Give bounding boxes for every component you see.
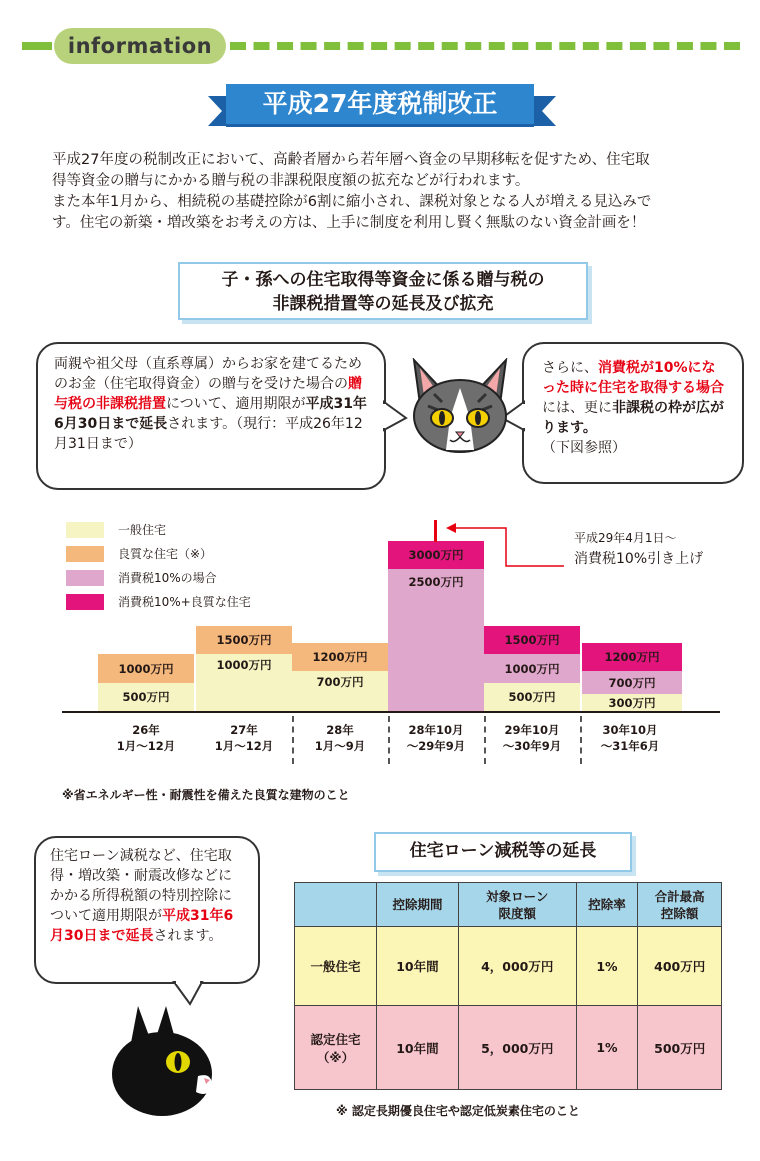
x-tick-line1: 27年 — [230, 723, 258, 737]
table-cell: 400万円 — [638, 927, 722, 1006]
bubble-text: 住宅ローン減税など、住宅取得・増改築・耐震改修などにかかる所得税額の特別控除について適用期限が — [50, 848, 232, 924]
table-header-cell — [295, 883, 377, 927]
table-header-cell: 控除期間 — [377, 883, 459, 927]
bubble-highlight: 平成31年6月30日まで延長 — [50, 908, 234, 944]
legend-label: 消費税10%+良質な住宅 — [118, 595, 251, 609]
legend-swatch-tax10 — [66, 570, 104, 586]
x-tick-line1: 28年10月 — [408, 723, 464, 737]
table-header-cell: 対象ローン 限度額 — [458, 883, 576, 927]
bar-value-label: 700万円 — [608, 675, 656, 690]
bar-tax10 — [388, 569, 484, 711]
bar-value-label: 1500万円 — [504, 633, 560, 648]
x-tick-line1: 28年 — [326, 723, 354, 737]
bar-value-label: 500万円 — [508, 689, 556, 704]
table-row-header: 認定住宅 （※） — [295, 1006, 377, 1090]
bubble-text: さらに、 — [542, 360, 598, 376]
x-tick-label — [292, 722, 388, 754]
bar-value-label: 500万円 — [122, 689, 170, 704]
bubble-text: されます。（現行：平成26年12月31日まで） — [54, 416, 363, 452]
bar-value-label: 1000万円 — [216, 658, 272, 673]
intro-line: 平成27年度の税制改正において、高齢者層から若年層へ資金の早期移転を促すため、住宅取 — [52, 152, 650, 168]
bubble-highlight: 贈与税の非課税措置 — [54, 376, 362, 412]
x-tick-line1: 26年 — [132, 723, 160, 737]
callout-arrow — [440, 520, 570, 580]
bar-value-label: 1000万円 — [504, 661, 560, 676]
bubble-text: には、更に — [542, 400, 612, 416]
information-badge: information — [54, 28, 226, 64]
loan-tax-table — [294, 882, 722, 1090]
bar-value-label: 2500万円 — [408, 575, 464, 590]
x-tick-label — [582, 722, 678, 754]
table-cell: 10年間 — [377, 1006, 459, 1090]
table-cell: 500万円 — [638, 1006, 722, 1090]
speech-bubble-bottom — [34, 836, 260, 984]
speech-bubble-right — [522, 342, 744, 484]
x-tick-label — [484, 722, 580, 754]
header-dash-left — [22, 42, 52, 50]
x-tick-label — [98, 722, 194, 754]
x-tick-line1: 29年10月 — [504, 723, 560, 737]
chart-baseline — [62, 711, 720, 713]
table-cell: 1% — [576, 1006, 638, 1090]
table-cell: 10年間 — [377, 927, 459, 1006]
x-tick-line2: ～30年9月 — [502, 739, 562, 753]
bubble-bold: 平成31年6月30日まで延長 — [54, 396, 367, 432]
table-cell: 4，000万円 — [458, 927, 576, 1006]
bar-value-label: 700万円 — [316, 675, 364, 690]
legend-label: 消費税10%の場合 — [118, 571, 217, 585]
intro-text — [52, 150, 722, 234]
bubble-text: されます。 — [153, 928, 223, 944]
section1-title-line1: 子・孫への住宅取得等資金に係る贈与税の — [221, 270, 545, 290]
intro-line: 得等資金の贈与にかかる贈与税の非課税限度額の拡充などが行われます。 — [52, 173, 530, 189]
table-header-cell: 合計最高 控除額 — [638, 883, 722, 927]
x-tick-label — [196, 722, 292, 754]
bubble-highlight: 消費税が10%になった時に住宅を取得する場合 — [542, 360, 724, 396]
bubble-text: について、適用期限が — [166, 396, 306, 412]
callout-text: 消費税10%引き上げ — [574, 551, 704, 567]
table-cell: 1% — [576, 927, 638, 1006]
tabby-cat-illustration — [406, 358, 514, 458]
legend-swatch-general — [66, 522, 104, 538]
header-dash-right — [230, 42, 740, 50]
bubble-left-tail — [382, 400, 408, 434]
intro-line: す。住宅の新築・増改築をお考えの方は、上手に制度を利用し賢く無駄のない資金計画を！ — [52, 215, 646, 231]
speech-bubble-left — [36, 342, 386, 490]
legend-swatch-tax10-quality — [66, 594, 104, 610]
page-title: 平成27年度税制改正 — [226, 84, 534, 124]
bubble-text: （下図参照） — [542, 440, 626, 456]
table-row — [295, 927, 722, 1006]
table-row — [295, 1006, 722, 1090]
x-tick-line2: ～29年9月 — [406, 739, 466, 753]
bar-value-label: 300万円 — [608, 695, 656, 710]
section1-title — [178, 262, 588, 320]
legend-swatch-quality — [66, 546, 104, 562]
table-row-header: 一般住宅 — [295, 927, 377, 1006]
x-tick-line2: 1月～12月 — [116, 739, 176, 753]
table-footnote: ※ 認定長期優良住宅や認定低炭素住宅のこと — [336, 1104, 580, 1118]
x-tick-line2: 1月～9月 — [314, 739, 366, 753]
legend-label: 一般住宅 — [118, 523, 167, 537]
section1-title-line2: 非課税措置等の延長及び拡充 — [272, 294, 494, 314]
table-header-row — [295, 883, 722, 927]
bar-value-label: 1500万円 — [216, 633, 272, 648]
section2-title: 住宅ローン減税等の延長 — [374, 832, 632, 872]
legend-label: 良質な住宅（※） — [118, 547, 213, 561]
intro-line: また本年1月から、相続税の基礎控除が6割に縮小され、課税対象となる人が増える見込みで — [52, 194, 652, 210]
bubble-bold: 非課税の枠が広がります。 — [542, 400, 724, 436]
table-header-cell: 控除率 — [576, 883, 638, 927]
chart-footnote: ※省エネルギー性・耐震性を備えた良質な建物のこと — [62, 788, 350, 802]
x-tick-line2: 1月～12月 — [214, 739, 274, 753]
bar-value-label: 3000万円 — [408, 548, 464, 563]
x-tick-label — [388, 722, 484, 754]
bubble-text: 両親や祖父母（直系尊属）からお家を建てるためのお金（住宅取得資金）の贈与を受けた場合の — [54, 356, 362, 392]
bar-value-label: 1000万円 — [118, 661, 174, 676]
black-cat-illustration — [108, 1000, 218, 1120]
bar-value-label: 1200万円 — [604, 650, 660, 665]
tax-hike-marker — [434, 520, 437, 542]
x-tick-line1: 30年10月 — [602, 723, 658, 737]
table-cell: 5，000万円 — [458, 1006, 576, 1090]
bar-value-label: 1200万円 — [312, 650, 368, 665]
x-tick-line2: ～31年6月 — [600, 739, 660, 753]
callout-date: 平成29年4月1日～ — [574, 531, 677, 545]
